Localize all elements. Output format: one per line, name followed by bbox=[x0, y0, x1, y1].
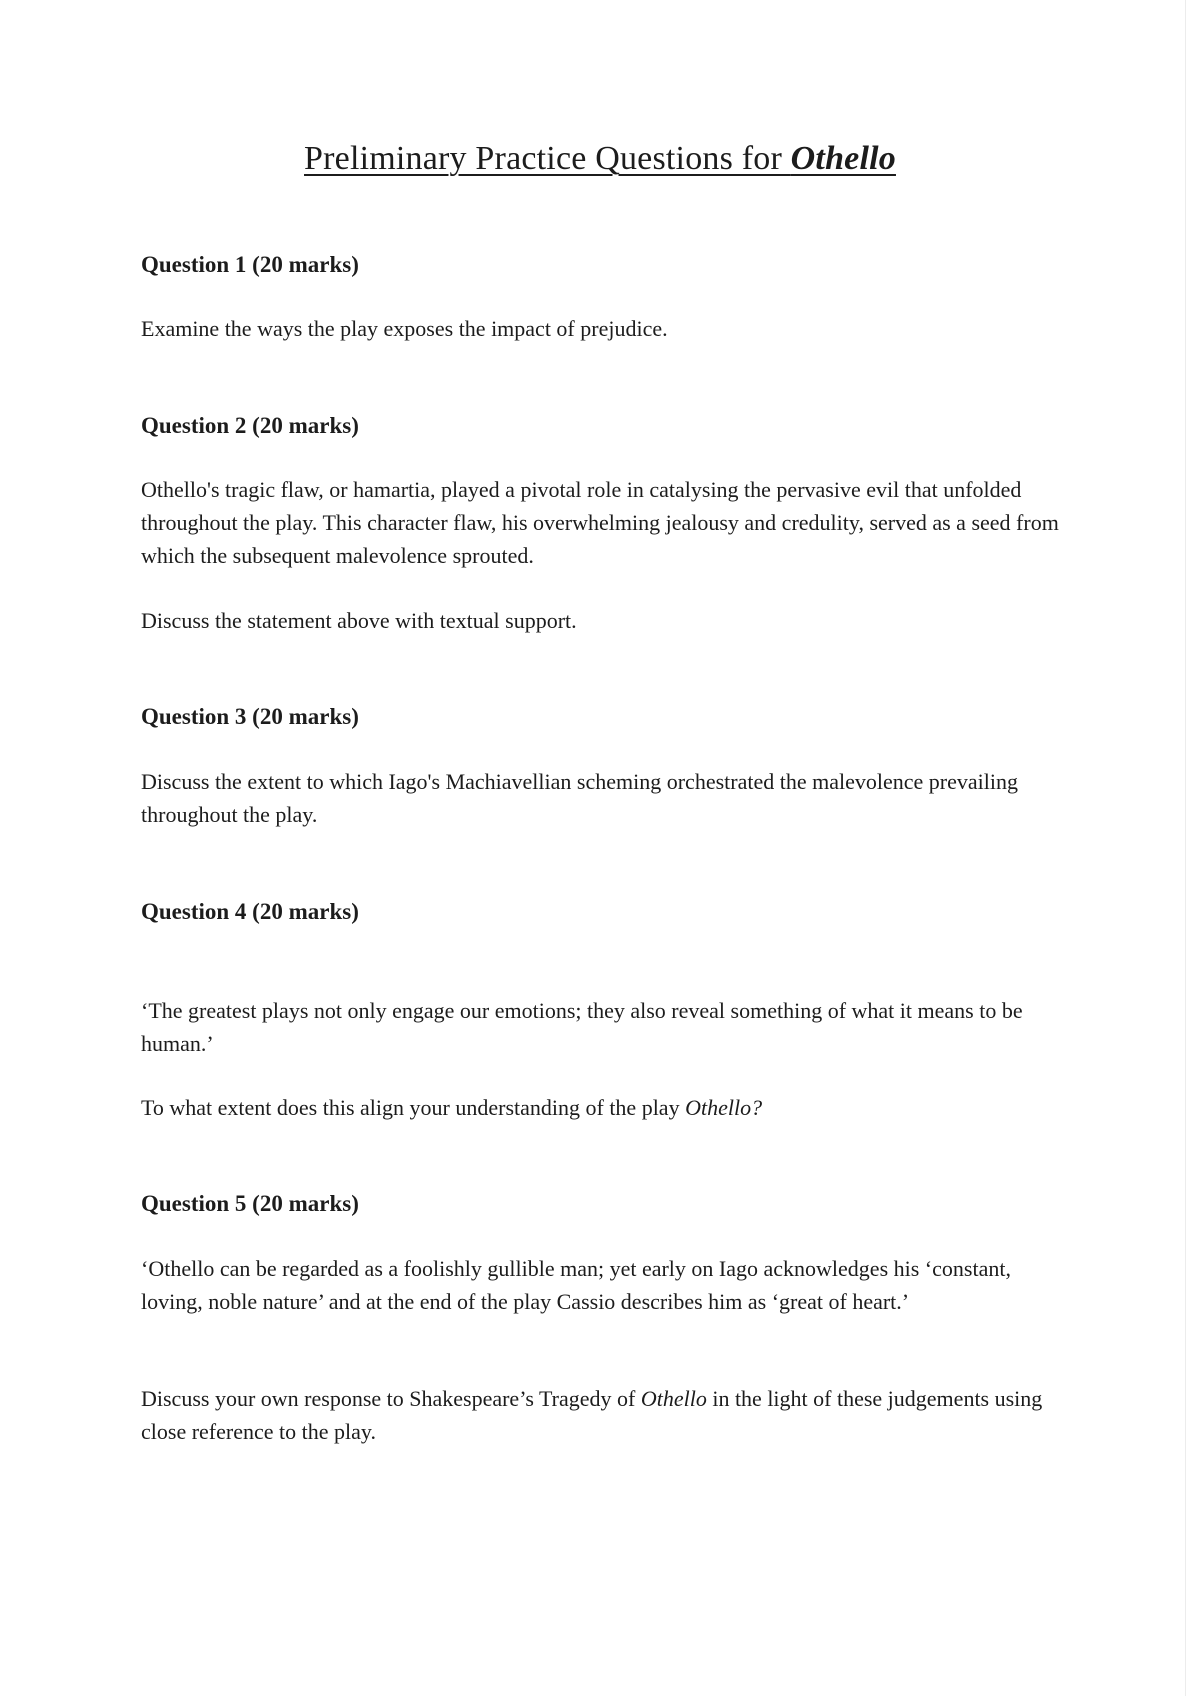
question-3-heading: Question 3 (20 marks) bbox=[141, 704, 359, 729]
question-5-quote: ‘Othello can be regarded as a foolishly gullible man; yet early on Iago acknowledges his ‘constant, loving, noble nature’ and at the end of the play Cassio describes him as ‘great of heart.’ bbox=[141, 1256, 1011, 1314]
question-4-heading: Question 4 (20 marks) bbox=[141, 899, 359, 924]
page-title-play-name: Othello bbox=[790, 140, 896, 177]
scan-edge-line bbox=[1185, 0, 1186, 1696]
question-4-instruction bbox=[141, 1091, 1071, 1124]
page-title-prefix: Preliminary Practice Questions for bbox=[304, 140, 791, 177]
question-1-prompt: Examine the ways the play exposes the impact of prejudice. bbox=[141, 316, 668, 341]
page-title-underline bbox=[304, 140, 896, 177]
question-5-heading: Question 5 (20 marks) bbox=[141, 1191, 359, 1216]
question-4-play-name: Othello? bbox=[685, 1095, 763, 1120]
question-4-quote: ‘The greatest plays not only engage our emotions; they also reveal something of what it means to be human.’ bbox=[141, 998, 1023, 1056]
question-2-heading: Question 2 (20 marks) bbox=[141, 413, 359, 438]
question-2-statement: Othello's tragic flaw, or hamartia, played a pivotal role in catalysing the pervasive evil that unfolded throughout the play. This character flaw, his overwhelming jealousy and credulity, served as a seed from which the subsequent malevolence sprouted. bbox=[141, 477, 1059, 568]
page-title bbox=[0, 137, 1200, 181]
question-4-instruction-text: To what extent does this align your understanding of the play bbox=[141, 1095, 686, 1120]
question-2-instruction: Discuss the statement above with textual support. bbox=[141, 608, 577, 633]
question-1-heading: Question 1 (20 marks) bbox=[141, 252, 359, 277]
question-3-prompt: Discuss the extent to which Iago's Machiavellian scheming orchestrated the malevolence prevailing throughout the play. bbox=[141, 769, 1018, 827]
question-5-instruction bbox=[141, 1382, 1071, 1448]
question-5-instruction-start: Discuss your own response to Shakespeare’s Tragedy of bbox=[141, 1386, 641, 1411]
question-5-instruction-end: in the light of these judgements using close reference to the play. bbox=[141, 1386, 1043, 1444]
question-5-play-name: Othello bbox=[640, 1386, 707, 1411]
